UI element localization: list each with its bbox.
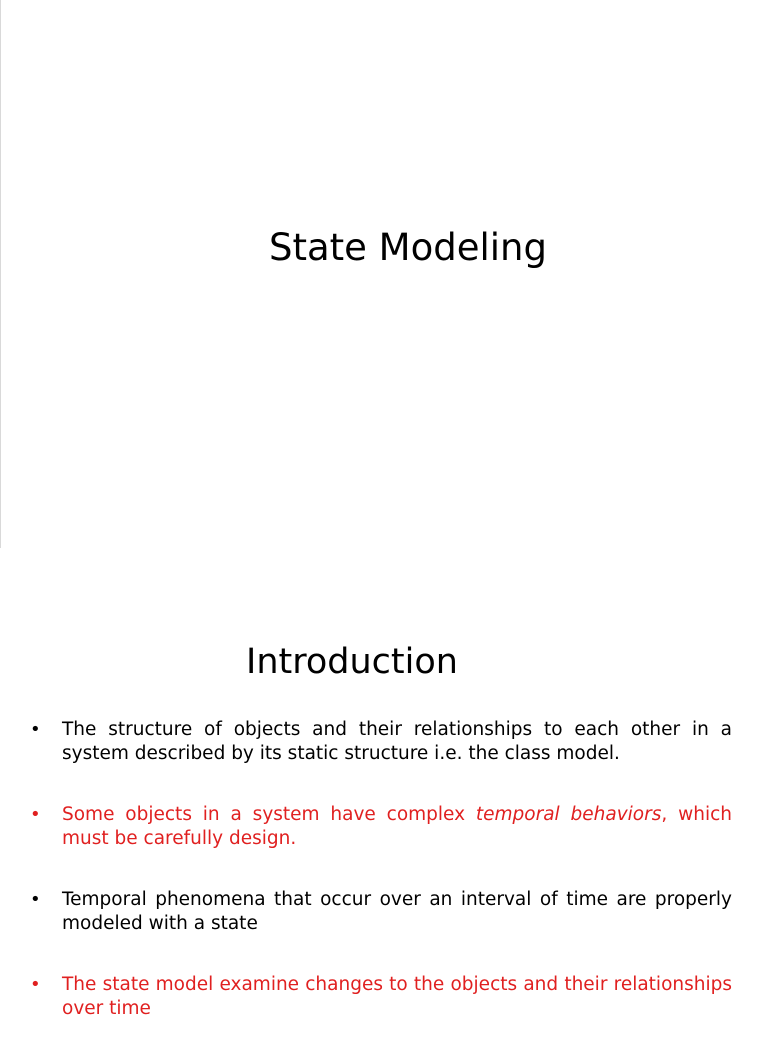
slide-introduction-heading: Introduction bbox=[246, 642, 458, 682]
bullet-list bbox=[30, 718, 732, 1058]
bullet-icon: • bbox=[30, 974, 41, 995]
bullet-text: The state model examine changes to the objects and their relationships over time bbox=[62, 974, 732, 1019]
bullet-text-before: Some objects in a system have complex bbox=[62, 804, 476, 825]
bullet-icon: • bbox=[30, 889, 41, 910]
bullet-text bbox=[62, 804, 732, 849]
bullet-item bbox=[30, 888, 732, 936]
slide-introduction bbox=[0, 548, 768, 1024]
bullet-text-after: , which must be carefully design. bbox=[62, 804, 732, 849]
bullet-item bbox=[30, 973, 732, 1021]
bullet-text: Temporal phenomena that occur over an interval of time are properly modeled with a state bbox=[62, 889, 732, 934]
bullet-item bbox=[30, 718, 732, 766]
bullet-icon: • bbox=[30, 719, 41, 740]
bullet-item bbox=[30, 803, 732, 851]
bullet-text: The structure of objects and their relationships to each other in a system described by its static structure i.e. the class model. bbox=[62, 719, 732, 764]
bullet-icon: • bbox=[30, 804, 41, 825]
slide-title-heading: State Modeling bbox=[268, 226, 547, 269]
bullet-text-emphasis: temporal behaviors bbox=[475, 804, 662, 825]
slide-left-border bbox=[0, 0, 1, 548]
